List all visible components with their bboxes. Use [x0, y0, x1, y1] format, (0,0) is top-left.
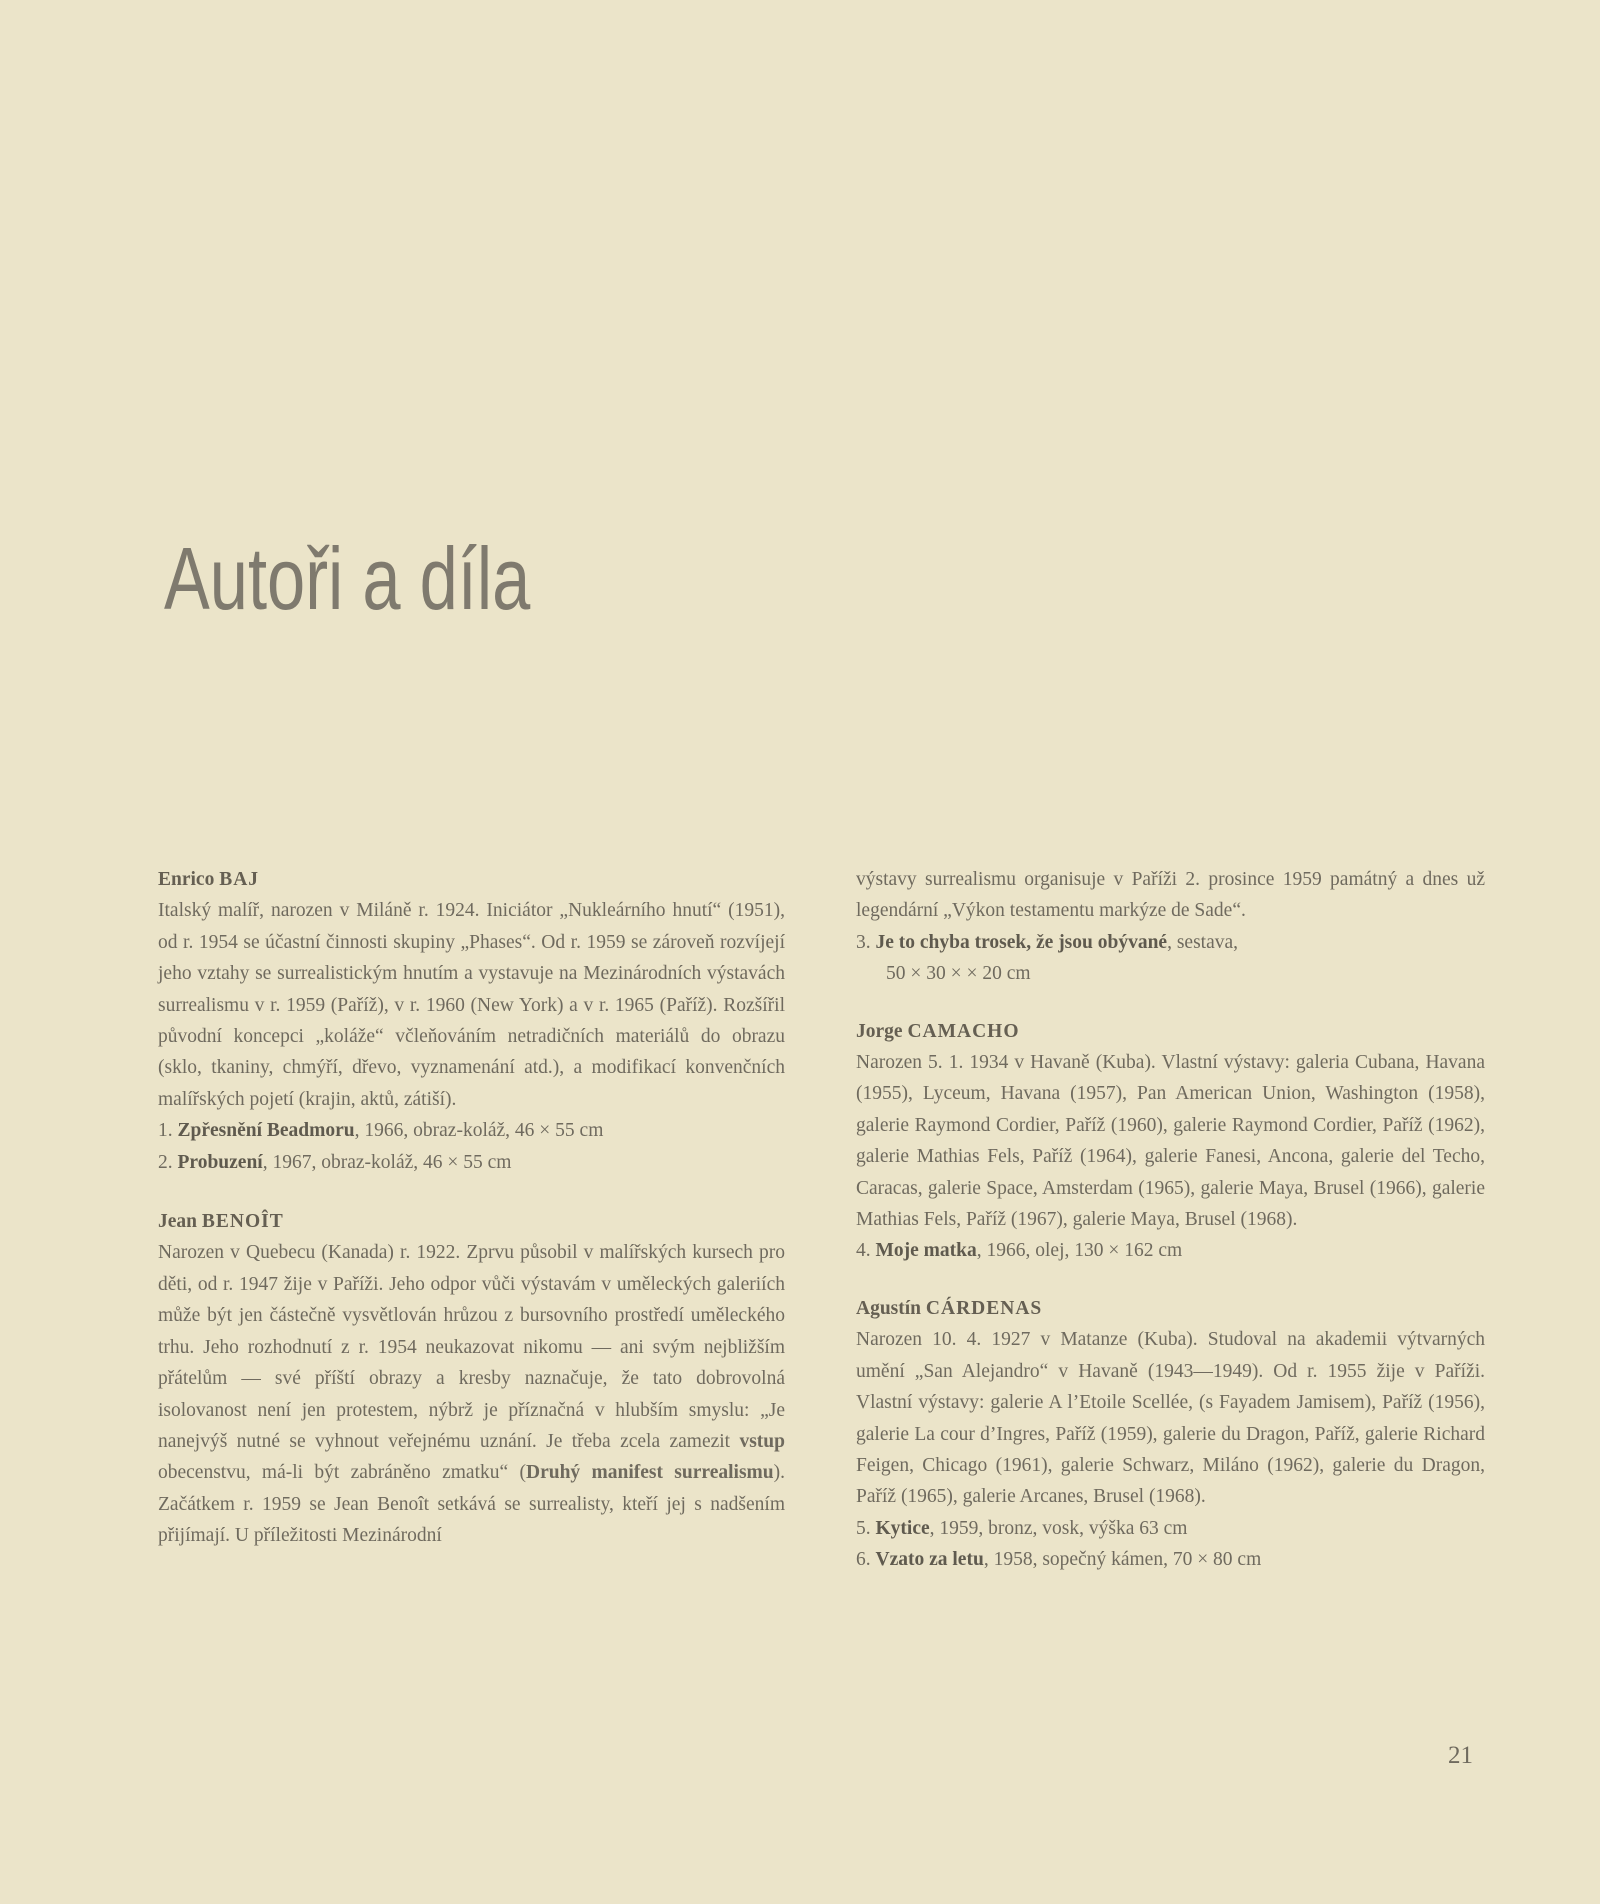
- work-details: , 1966, obraz-koláž, 46 × 55 cm: [354, 1120, 604, 1142]
- work-number: 6.: [856, 1549, 871, 1571]
- artist-name: [856, 1016, 1485, 1047]
- work-title: Vzato za letu: [875, 1549, 984, 1571]
- entry-baj: [158, 864, 785, 1178]
- work-title: Kytice: [875, 1517, 930, 1539]
- entry-cardenas: [856, 1293, 1485, 1576]
- work-details: , 1958, sopečný kámen, 70 × 80 cm: [983, 1549, 1262, 1571]
- artist-surname: BAJ: [219, 869, 260, 890]
- work-title: Probuzení: [177, 1151, 263, 1173]
- artist-surname: CAMACHO: [907, 1020, 1020, 1042]
- work-item: [856, 1513, 1485, 1544]
- work-number: 2.: [158, 1151, 173, 1173]
- left-column: [158, 864, 785, 1580]
- work-item: [856, 1235, 1485, 1266]
- artist-bio: Narozen 10. 4. 1927 v Matanze (Kuba). Studoval na akademii výtvarných umění „San Alejandro“ v Havaně (1943—1949). Od r. 1955 žije v Paříži. Vlastní výstavy: galerie A l’Etoile Scellée, (s Fayadem Jamisem), Paříž (1956), galerie La cour d’Ingres, Paříž (1959), galerie du Dragon, Paříž, galerie Richard Feigen, Chicago (1961), galerie Schwarz, Miláno (1962), galerie du Dragon, Paříž (1965), galerie Arcanes, Brusel (1968).: [856, 1329, 1485, 1508]
- artist-name: [158, 864, 785, 895]
- work-title: Zpřesnění Beadmoru: [177, 1120, 355, 1142]
- work-number: 3.: [856, 931, 871, 953]
- work-item: [856, 1544, 1485, 1575]
- work-item: [158, 1115, 785, 1146]
- work-details: , sestava,: [1167, 931, 1239, 953]
- page-title: Autoři a díla: [164, 529, 531, 628]
- artist-first-name: Jean: [158, 1211, 197, 1233]
- artist-name: [158, 1206, 785, 1237]
- work-details: , 1966, olej, 130 × 162 cm: [976, 1240, 1183, 1262]
- work-title: Moje matka: [875, 1240, 977, 1262]
- artist-surname: BENOÎT: [201, 1211, 284, 1233]
- work-number: 1.: [158, 1120, 173, 1142]
- artist-first-name: Agustín: [856, 1297, 922, 1319]
- artist-bio: [158, 1237, 785, 1551]
- work-item: [856, 927, 1485, 958]
- artist-bio: Italský malíř, narozen v Miláně r. 1924. Iniciátor „Nukleárního hnutí“ (1951), od r. 1954 se účastní činnosti skupiny „Phases“. Od r. 1959 se zároveň rozvíjejí jeho vztahy se surrealistickým hnutím a vystavuje na Mezinárodních výstavách surrealismu v r. 1959 (Paříž), v r. 1960 (New York) a v r. 1965 (Paříž). Rozšířil původní koncepci „koláže“ včleňováním netradičních materiálů do obrazu (sklo, tkaniny, chmýří, dřevo, vyznamenání atd.), a modifikací konvenčních malířských pojetí (krajin, aktů, zátiší).: [158, 900, 785, 1110]
- artist-bio: výstavy surrealismu organisuje v Paříži 2. prosince 1959 památný a dnes už legendární „Výkon testamentu markýze de Sade“.: [856, 869, 1485, 922]
- artist-surname: CÁRDENAS: [925, 1297, 1043, 1319]
- artist-bio: Narozen 5. 1. 1934 v Havaně (Kuba). Vlastní výstavy: galeria Cubana, Havana (1955), Lyceum, Havana (1957), Pan American Union, Washington (1958), galerie Raymond Cordier, Paříž (1960), galerie Raymond Cordier, Paříž (1962), galerie Mathias Fels, Paříž (1964), galerie Fanesi, Ancona, galerie del Techo, Caracas, galerie Space, Amsterdam (1965), galerie Maya, Brusel (1966), galerie Mathias Fels, Paříž (1967), galerie Maya, Brusel (1968).: [856, 1052, 1485, 1231]
- work-number: 5.: [856, 1517, 871, 1539]
- bio-text: Narozen v Quebecu (Kanada) r. 1922. Zprvu působil v malířských kursech pro děti, od r. 1947 žije v Paříži. Jeho odpor vůči výstavám v uměleckých galeriích může být jen částečně vysvětlován hrůzou z bursovního prostředí uměleckého trhu. Jeho rozhodnutí z r. 1954 neukazovat nikomu — ani svým nejbližším přátelům — své příští obrazy a kresby naznačuje, že tato dobrovolná isolovanost není jen protestem, nýbrž je příznačná v hlubším smyslu: „Je nanejvýš nutné se vyhnout veřejnému uznání. Je třeba zcela zamezit: [158, 1242, 785, 1452]
- page-number: 21: [1448, 1742, 1473, 1769]
- work-item: [158, 1147, 785, 1178]
- artist-first-name: Jorge: [856, 1020, 903, 1042]
- artist-name: [856, 1293, 1485, 1324]
- work-number: 4.: [856, 1240, 871, 1262]
- bio-text: ). Začátkem r. 1959 se Jean Benoît setkává se surrealisty, kteří jej s nadšením přijímají. U příležitosti Mezinárodní: [158, 1462, 785, 1547]
- entry-benoit-continued: [856, 864, 1485, 990]
- work-title: Je to chyba trosek, že jsou obývané: [875, 931, 1168, 953]
- work-dimensions: 50 × 30 × × 20 cm: [886, 963, 1031, 985]
- bio-emphasis: vstup: [739, 1430, 785, 1452]
- artist-first-name: Enrico: [158, 869, 215, 890]
- work-details: , 1967, obraz-koláž, 46 × 55 cm: [262, 1151, 512, 1173]
- bio-emphasis: Druhý manifest surrealismu: [525, 1462, 774, 1484]
- entry-camacho: [856, 1016, 1485, 1267]
- entry-benoit: [158, 1206, 785, 1551]
- bio-text: obecenstvu, má-li být zabráněno zmatku“ (: [158, 1462, 526, 1484]
- right-column: [856, 864, 1485, 1602]
- work-details: , 1959, bronz, vosk, výška 63 cm: [929, 1517, 1188, 1539]
